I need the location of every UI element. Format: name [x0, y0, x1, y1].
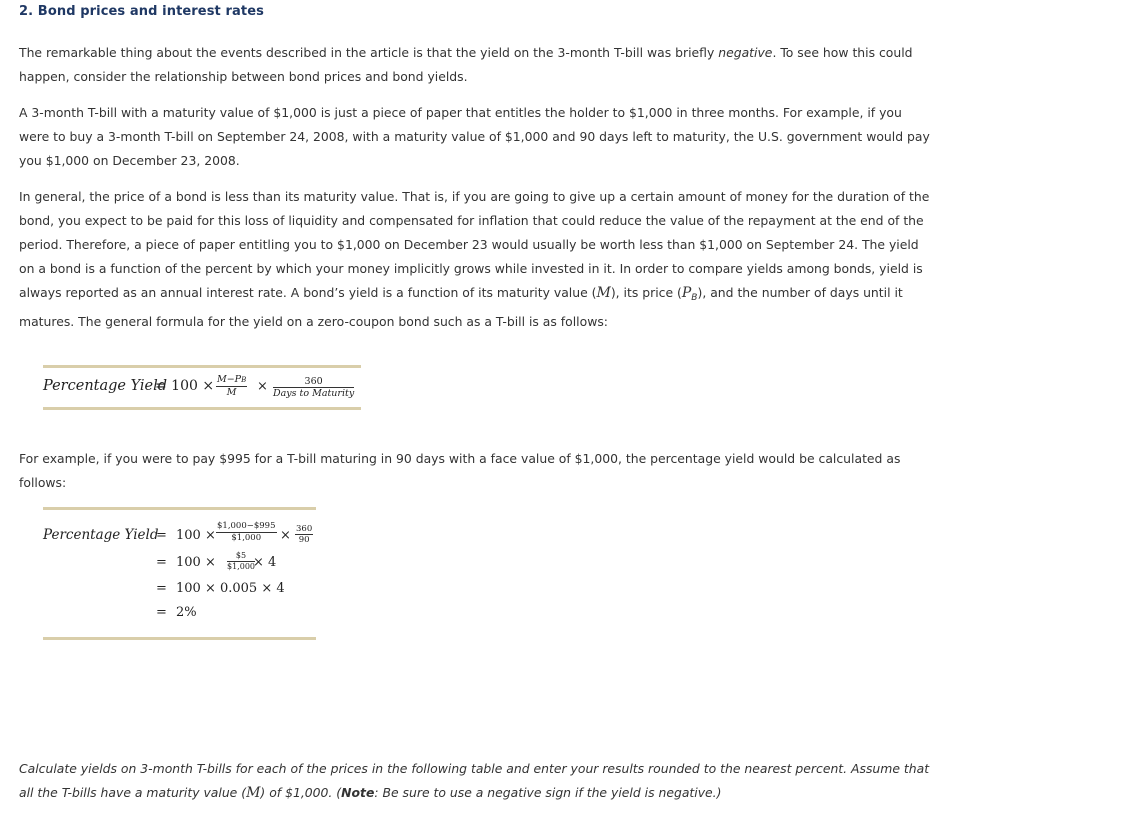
row2-denominator: $1,000 [227, 562, 255, 571]
intro-paragraph [19, 41, 934, 89]
example-yield-calculation [43, 518, 317, 628]
note-label: Note [341, 785, 375, 800]
p3-text-c: ), and the number of days until it matures. The general formula for the yield on a zero-coupon bond such as a T-bill is as follows: [19, 285, 903, 329]
fraction-numerator: M−P [217, 374, 242, 385]
row1-numerator2: 360 [296, 524, 313, 534]
p5-text-b: ) of $1,000. ( [260, 785, 342, 800]
fraction2-denominator: Days to Maturity [273, 388, 355, 399]
fraction2-numerator: 360 [273, 376, 354, 388]
p3-text-b: ), its price ( [610, 285, 682, 300]
p1-text-a: The remarkable thing about the events described in the article is that the yield on the 3-month T-bill was briefly [19, 45, 719, 60]
row1-denominator: $1,000 [231, 533, 262, 543]
example-label: Percentage Yield [43, 527, 159, 543]
p5-text-c: : Be sure to use a negative sign if the yield is negative.) [374, 785, 722, 800]
row1-numerator: $1,000−$995 [217, 521, 276, 531]
formula-label: Percentage Yield [43, 378, 168, 394]
equals-2: = [156, 555, 167, 570]
row1-fraction2 [295, 524, 313, 545]
row2-numerator: $5 [227, 551, 255, 562]
p3-text-a: In general, the price of a bond is less than its maturity value. That is, if you are going to give up a certain amount of money for the duration of the bond, you expect to be paid for this loss of liquidity and compensated for inflation that could reduce the value of the repayment at the end of the period. Therefore, a piece of paper entitling you to $1,000 on December 23 would usually be worth less than $1,000 on September 24. The yield on a bond is a function of the percent by which your money implicitly grows while invested in it. In order to compare yields among bonds, yield is always reported as an annual interest rate. A bond’s yield is a function of its maturity value ( [19, 189, 930, 300]
example-paragraph: For example, if you were to pay $995 for a T-bill maturing in 90 days with a face value of $1,000, the percentage yield would be calculated as follows: [19, 451, 901, 490]
row3: 100 × 0.005 × 4 [176, 581, 285, 596]
row1-times: × [280, 528, 291, 543]
equals-4: = [156, 605, 167, 620]
row4-result: 2% [176, 605, 197, 620]
times-sign: × [257, 379, 268, 394]
instruction-paragraph [19, 757, 934, 805]
fraction-360-days [273, 376, 354, 399]
general-yield-formula [43, 368, 361, 408]
example-bottom-rule [43, 637, 316, 640]
equals-3: = [156, 581, 167, 596]
symbol-M: M [596, 285, 611, 301]
p5-text-a: Calculate yields on 3-month T-bills for each of the prices in the following table and enter your results rounded to the nearest percent. Assume that all the T-bills have a maturity value ( [19, 761, 930, 800]
symbol-P-subscript: B [691, 293, 698, 303]
equals-100-times: = 100 × [155, 378, 215, 394]
row1-prefix: 100 × [176, 528, 216, 543]
symbol-P: P [681, 285, 692, 301]
row1-denominator2: 90 [298, 535, 310, 545]
fraction-m-minus-p [216, 374, 247, 398]
row2-prefix: 100 × [176, 555, 216, 570]
formula-bottom-rule [43, 407, 361, 410]
p1-text-b: . To see how this could happen, consider the relationship between bond prices and bond yields. [19, 45, 913, 84]
section-title: 2. Bond prices and interest rates [19, 4, 264, 19]
row2-fraction [227, 551, 255, 572]
equals-1: = [156, 528, 167, 543]
fraction-numerator-sub: B [241, 376, 247, 384]
example-top-rule [43, 507, 316, 510]
row1-fraction [216, 521, 277, 544]
symbol-M-2: M [246, 785, 261, 801]
fraction-denominator: M [226, 387, 237, 398]
p1-emphasis: negative [718, 45, 773, 60]
tbill-paragraph: A 3-month T-bill with a maturity value of $1,000 is just a piece of paper that entitles the holder to $1,000 in three months. For example, if you were to buy a 3-month T-bill on September 24, 2008, with a maturity value of $1,000 and 90 days left to maturity, the U.S. government would pay you $1,000 on December 23, 2008. [19, 105, 930, 168]
row2-suffix: × 4 [253, 555, 277, 570]
yield-paragraph [19, 185, 934, 334]
